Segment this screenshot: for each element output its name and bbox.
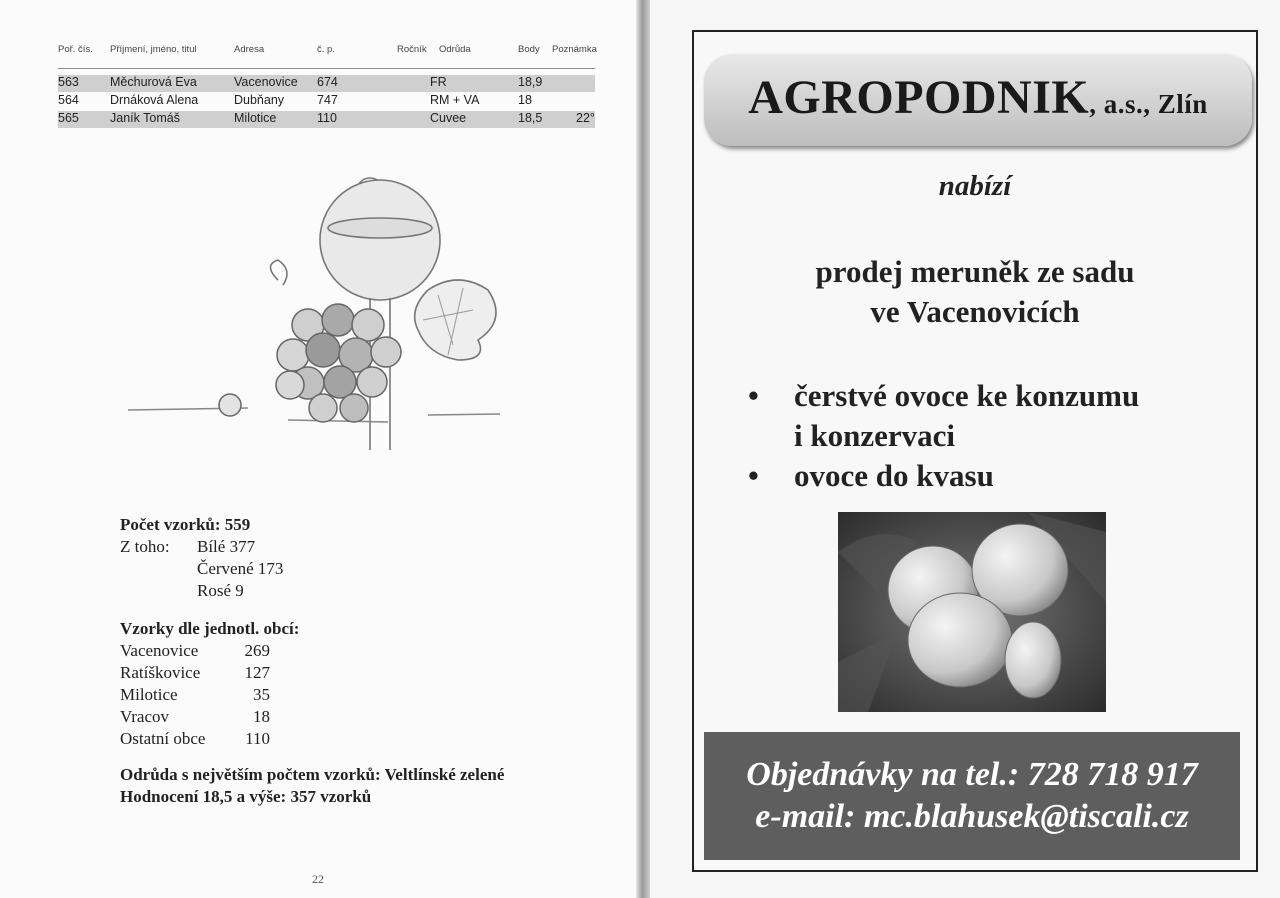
statistics-block <box>120 514 504 808</box>
col-header-year: Ročník <box>397 44 427 55</box>
bullet-item <box>748 456 1139 496</box>
cell-address: Milotice <box>234 111 277 125</box>
col-header-cp: č. p. <box>317 44 335 55</box>
contact-box <box>704 732 1240 860</box>
village-row <box>120 684 504 706</box>
of-which-label: Z toho: <box>120 537 170 556</box>
col-header-note: Poznámka <box>552 44 597 55</box>
apricots-photo <box>838 512 1106 712</box>
company-name <box>704 70 1252 125</box>
cell-name: Drnáková Alena <box>110 93 199 107</box>
offers-label: nabízí <box>938 170 1012 202</box>
color-white: Bílé 377 <box>197 537 256 556</box>
bullet-dot-icon: • <box>748 378 759 413</box>
phone-line: Objednávky na tel.: 728 718 917 <box>746 756 1198 793</box>
village-name: Ratíškovice <box>120 663 201 682</box>
cell-cp: 674 <box>317 75 338 89</box>
cell-variety: RM + VA <box>430 93 480 107</box>
table-header <box>58 44 595 69</box>
color-breakdown <box>120 536 504 558</box>
village-row <box>120 640 504 662</box>
company-suffix: , a.s., Zlín <box>1089 89 1208 119</box>
cell-variety: FR <box>430 75 447 89</box>
village-name: Milotice <box>120 685 178 704</box>
page-number: 22 <box>312 872 324 886</box>
wine-grapes-illustration <box>128 170 500 460</box>
cell-points: 18,9 <box>518 75 543 89</box>
col-header-number: Poř. čís. <box>58 44 93 55</box>
village-name: Vracov <box>120 707 170 726</box>
village-row <box>120 662 504 684</box>
village-row <box>120 706 504 728</box>
cell-name: Janík Tomáš <box>110 111 180 125</box>
bullet-text: ovoce do kvasu <box>794 458 994 493</box>
village-count: 18 <box>253 707 270 726</box>
email-line: e-mail: mc.blahusek@tiscali.cz <box>755 798 1189 835</box>
table-row <box>58 111 595 128</box>
offer-line-2: ve Vacenovicích <box>870 294 1080 329</box>
cell-points: 18 <box>518 93 532 107</box>
company-banner <box>704 54 1252 146</box>
bullet-dot-icon: • <box>748 458 759 493</box>
left-page <box>0 0 636 898</box>
village-count: 127 <box>244 663 270 682</box>
bullet-continuation <box>748 416 1139 456</box>
village-count: 35 <box>253 685 270 704</box>
col-header-variety: Odrůda <box>439 44 471 55</box>
col-header-address: Adresa <box>234 44 265 55</box>
total-samples: Počet vzorků: 559 <box>120 515 251 534</box>
offer-bullets <box>748 376 1139 496</box>
offer-headline <box>692 252 1258 332</box>
table-row <box>58 75 595 92</box>
bullet-item <box>748 376 1139 416</box>
color-rose: Rosé 9 <box>197 581 244 600</box>
cell-cp: 747 <box>317 93 338 107</box>
cell-points: 18,5 <box>518 111 543 125</box>
cell-number: 565 <box>58 111 79 125</box>
cell-cp: 110 <box>317 111 337 125</box>
cell-number: 564 <box>58 93 79 107</box>
cell-address: Dubňany <box>234 93 285 107</box>
bullet-text: čerstvé ovoce ke konzumu <box>794 378 1140 413</box>
cell-name: Měchurová Eva <box>110 75 197 89</box>
col-header-points: Body <box>518 44 540 55</box>
offer-line-1: prodej meruněk ze sadu <box>815 254 1135 289</box>
village-count: 110 <box>245 729 270 748</box>
book-gutter <box>636 0 650 898</box>
village-row <box>120 728 504 750</box>
villages-title: Vzorky dle jednotl. obcí: <box>120 619 300 638</box>
col-header-name: Příjmení, jméno, titul <box>110 44 197 55</box>
bullet-text: i konzervaci <box>794 418 955 453</box>
table-row <box>58 93 595 110</box>
village-count: 269 <box>244 641 270 660</box>
cell-note: 22° <box>576 111 595 125</box>
high-score-count: Hodnocení 18,5 a výše: 357 vzorků <box>120 787 372 806</box>
top-variety: Odrůda s největším počtem vzorků: Veltlínské zelené <box>120 765 505 784</box>
village-name: Ostatní obce <box>120 729 206 748</box>
cell-number: 563 <box>58 75 79 89</box>
color-red: Červené 173 <box>197 559 284 578</box>
cell-address: Vacenovice <box>234 75 298 89</box>
village-name: Vacenovice <box>120 641 199 660</box>
cell-variety: Cuvee <box>430 111 467 125</box>
company-main: AGROPODNIK <box>748 71 1090 124</box>
